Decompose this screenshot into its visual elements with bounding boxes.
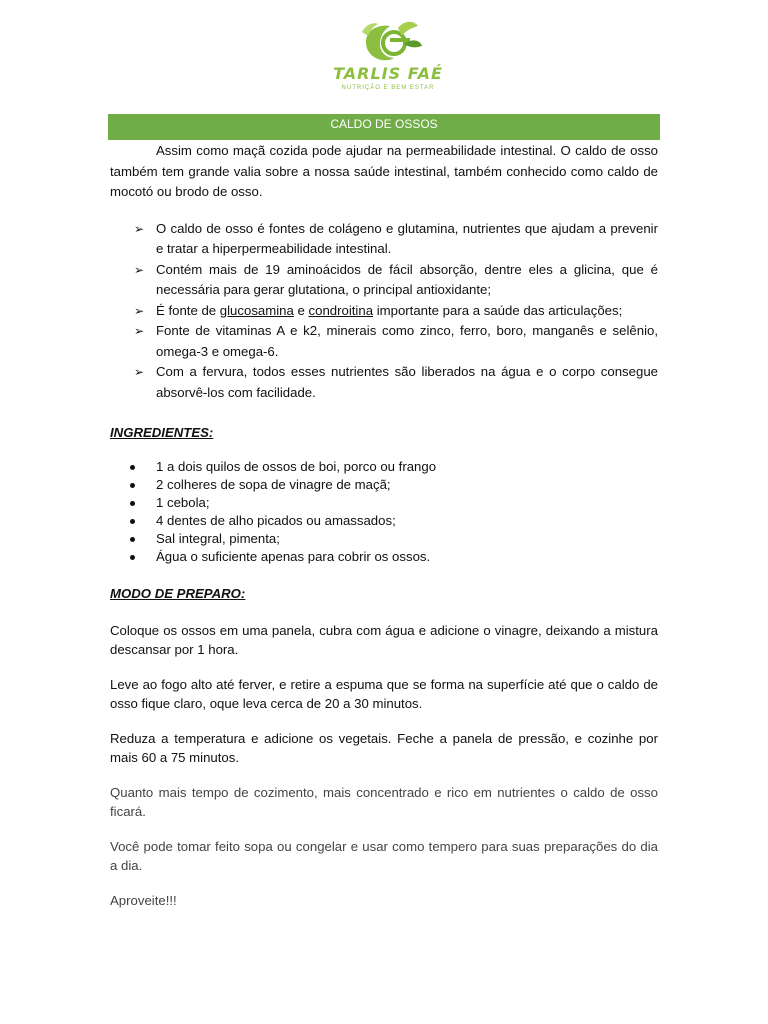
method-step: Leve ao fogo alto até ferver, e retire a espuma que se forma na superfície até que o caldo de osso fique claro, oque leva cerca de 20 a 30 minutos. <box>110 677 658 711</box>
benefit-text: Fonte de vitaminas A e k2, minerais como zinco, ferro, boro, manganês e selênio, omega-3 e omega-6. <box>156 323 658 359</box>
list-item <box>110 260 658 301</box>
benefit-text-mid: e <box>293 302 309 318</box>
page-title: CALDO DE OSSOS <box>108 114 660 140</box>
bullet-dot-icon <box>130 519 135 524</box>
ingredient-text: 2 colheres de sopa de vinagre de maçã; <box>156 476 391 492</box>
arrow-bullet-icon: ➢ <box>134 324 145 338</box>
benefit-text: Com a fervura, todos esses nutrientes são liberados na água e o corpo consegue absorvê-los com facilidade. <box>156 364 658 400</box>
list-item <box>110 362 658 403</box>
benefit-text-before: É fonte de <box>156 302 220 318</box>
list-item <box>110 301 658 322</box>
bullet-dot-icon <box>130 555 135 560</box>
method-step: Coloque os ossos em uma panela, cubra com água e adicione o vinagre, deixando a mistura descansar por 1 hora. <box>110 623 658 657</box>
ingredient-text: 4 dentes de alho picados ou amassados; <box>156 512 396 528</box>
ingredient-text: 1 a dois quilos de ossos de boi, porco ou frango <box>156 458 437 474</box>
bullet-dot-icon <box>130 501 135 506</box>
arrow-bullet-icon: ➢ <box>134 303 145 318</box>
list-item <box>110 219 658 260</box>
arrow-bullet-icon: ➢ <box>134 221 145 236</box>
benefits-list <box>110 219 658 404</box>
method-note: Você pode tomar feito sopa ou congelar e usar como tempero para suas preparações do dia a dia. <box>110 839 658 873</box>
list-item <box>110 458 658 476</box>
list-item <box>110 321 658 362</box>
arrow-bullet-icon: ➢ <box>134 365 145 379</box>
list-item <box>110 476 658 494</box>
logo-tagline: NUTRIÇÃO E BEM ESTAR <box>341 85 435 91</box>
glucosamina-link: glucosamina <box>219 302 294 318</box>
bullet-dot-icon <box>130 483 135 488</box>
list-item <box>110 548 658 566</box>
ingredient-text: Água o suficiente apenas para cobrir os ossos. <box>156 548 431 564</box>
method-step: Reduza a temperatura e adicione os vegetais. Feche a panela de pressão, e cozinhe por mais 60 a 75 minutos. <box>110 731 658 765</box>
benefit-text: Contém mais de 19 aminoácidos de fácil absorção, dentre eles a glicina, que é necessária para gerar glutationa, o principal antioxidante; <box>156 261 658 297</box>
list-item <box>110 494 658 512</box>
benefit-text-after: importante para a saúde das articulações; <box>373 302 623 318</box>
list-item <box>110 512 658 530</box>
closing-text: Aproveite!!! <box>110 893 177 908</box>
list-item <box>110 530 658 548</box>
intro-paragraph: Assim como maçã cozida pode ajudar na permeabilidade intestinal. O caldo de osso também tem grande valia sobre a nossa saúde intestinal, também conhecido como caldo de mocotó ou brodo de osso. <box>110 143 658 199</box>
ingredient-text: 1 cebola; <box>156 494 210 510</box>
document-body <box>110 141 658 911</box>
arrow-bullet-icon: ➢ <box>134 262 145 277</box>
ingredients-list <box>110 458 658 566</box>
condroitina-link: condroitina <box>308 302 374 318</box>
ingredients-heading: INGREDIENTES: <box>110 425 214 440</box>
ingredient-text: Sal integral, pimenta; <box>156 530 280 546</box>
method-heading: MODO DE PREPARO: <box>110 585 246 601</box>
method-note: Quanto mais tempo de cozimento, mais concentrado e rico em nutrientes o caldo de osso ficará. <box>110 785 658 819</box>
logo-wordmark: TARLIS FAÉ <box>333 64 443 83</box>
brand-logo <box>318 18 458 98</box>
benefit-text: O caldo de osso é fontes de colágeno e glutamina, nutrientes que ajudam a prevenir e tratar a hiperpermeabilidade intestinal. <box>156 220 658 256</box>
bullet-dot-icon <box>130 465 135 470</box>
leaf-logo-icon <box>318 18 458 68</box>
bullet-dot-icon <box>130 537 135 542</box>
